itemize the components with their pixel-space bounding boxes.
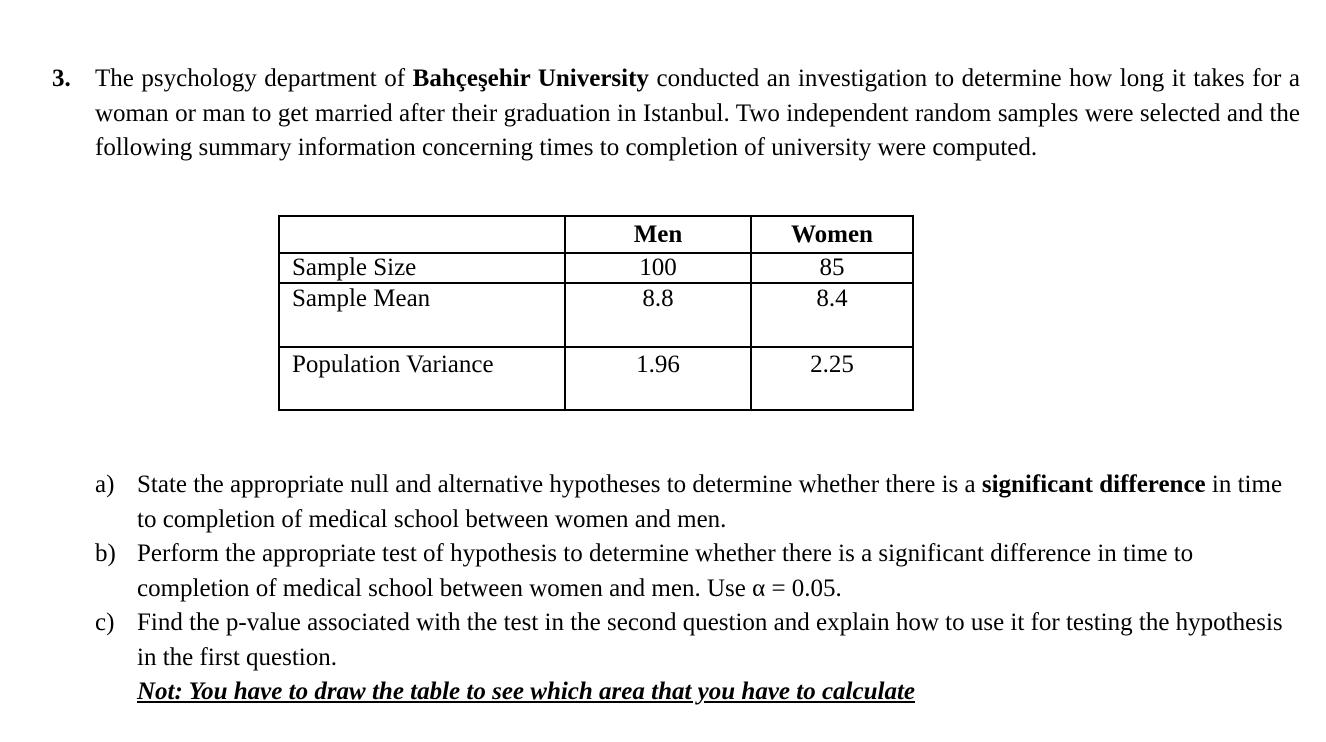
table-header-row [279,216,913,253]
subquestion-text: Find the p-value associated with the test in the second question and explain how to use it for testing the hypothesis in the first question. [137,609,1283,671]
subquestion-list [95,468,1295,710]
table-row [279,347,913,410]
table-row [279,283,913,347]
row-label: Population Variance [279,347,565,410]
subquestion-b [95,537,1295,606]
header-women: Women [751,216,913,253]
question-text [95,62,1300,166]
row-label: Sample Size [279,253,565,283]
summary-table [278,215,914,411]
women-value: 2.25 [751,347,913,410]
women-value: 8.4 [751,283,913,347]
men-value: 8.8 [565,283,751,347]
row-label: Sample Mean [279,283,565,347]
question-number: 3. [52,65,71,92]
university-name: Bahçeşehir University [412,65,649,92]
note-text: Not: You have to draw the table to see which area that you have to calculate [137,678,915,705]
subquestion-letter: a) [95,471,115,498]
men-value: 1.96 [565,347,751,410]
subquestion-c [95,606,1295,675]
subquestion-bold: significant difference [981,471,1206,498]
question-text-part-2: conducted an investigation to determine how long it takes for a woman or man to get married after their graduation in Istanbul. Two independent random samples were selected and the following summary information concerning times to completion of university were computed. [95,65,1300,161]
header-empty-cell [279,216,565,253]
subquestion-text: Perform the appropriate test of hypothesis to determine whether there is a significant difference in time to completion of medical school between women and men. Use α = 0.05. [137,540,1194,602]
question-text-part-1: The psychology department of [95,65,413,92]
subquestion-letter: c) [95,609,115,636]
subquestion-text-part-2: in time to completion of medical school between women and men. [137,471,1283,533]
table-row [279,253,913,283]
header-men: Men [565,216,751,253]
subquestion-text-part-1: State the appropriate null and alternative hypotheses to determine whether there is a [137,471,982,498]
subquestion-a [95,468,1295,537]
subquestion-letter: b) [95,540,116,567]
women-value: 85 [751,253,913,283]
men-value: 100 [565,253,751,283]
